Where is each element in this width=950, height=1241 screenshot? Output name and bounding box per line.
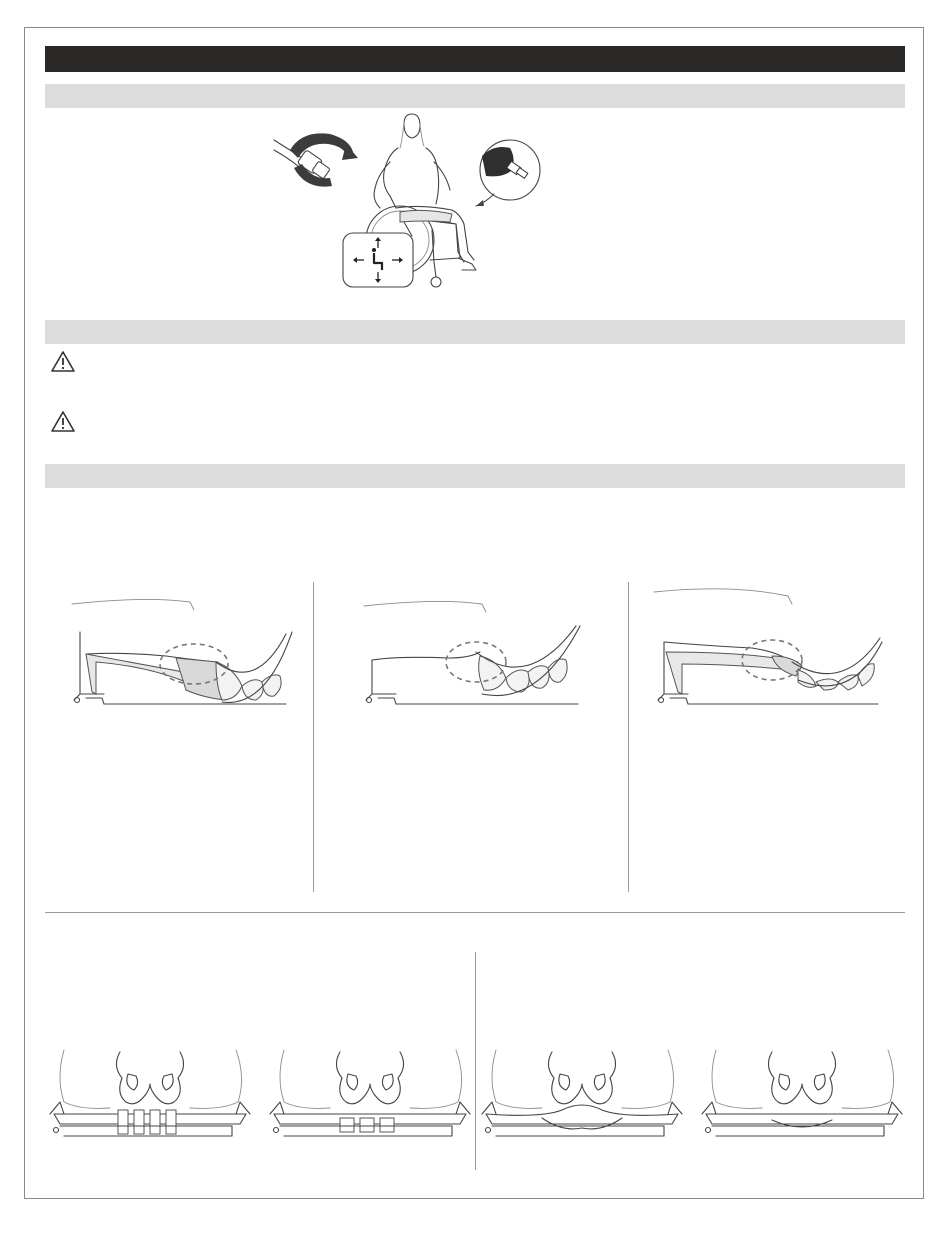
column-divider — [475, 952, 476, 1170]
section-bar-positioning — [45, 464, 905, 488]
adjust-directions-icon — [342, 232, 414, 288]
section-divider — [45, 912, 905, 913]
profile-view-1 — [66, 582, 294, 712]
title-bar — [45, 46, 905, 72]
profile-view-3 — [652, 582, 884, 712]
pelvis-view-3 — [482, 1048, 682, 1140]
warning-text-1 — [84, 354, 894, 372]
section-bar-setup — [45, 84, 905, 108]
valve-turn-icon — [272, 128, 362, 198]
pelvis-view-4 — [702, 1048, 902, 1140]
warning-text-2 — [84, 414, 894, 432]
warning-triangle-icon — [50, 350, 76, 374]
valve-close-up — [472, 136, 544, 211]
column-divider — [313, 582, 314, 892]
column-divider — [628, 582, 629, 892]
section-bar-warnings — [45, 320, 905, 344]
profile-view-2 — [358, 582, 586, 712]
pelvis-view-2 — [270, 1048, 470, 1140]
warning-triangle-icon — [50, 410, 76, 434]
pelvis-view-1 — [50, 1048, 250, 1140]
